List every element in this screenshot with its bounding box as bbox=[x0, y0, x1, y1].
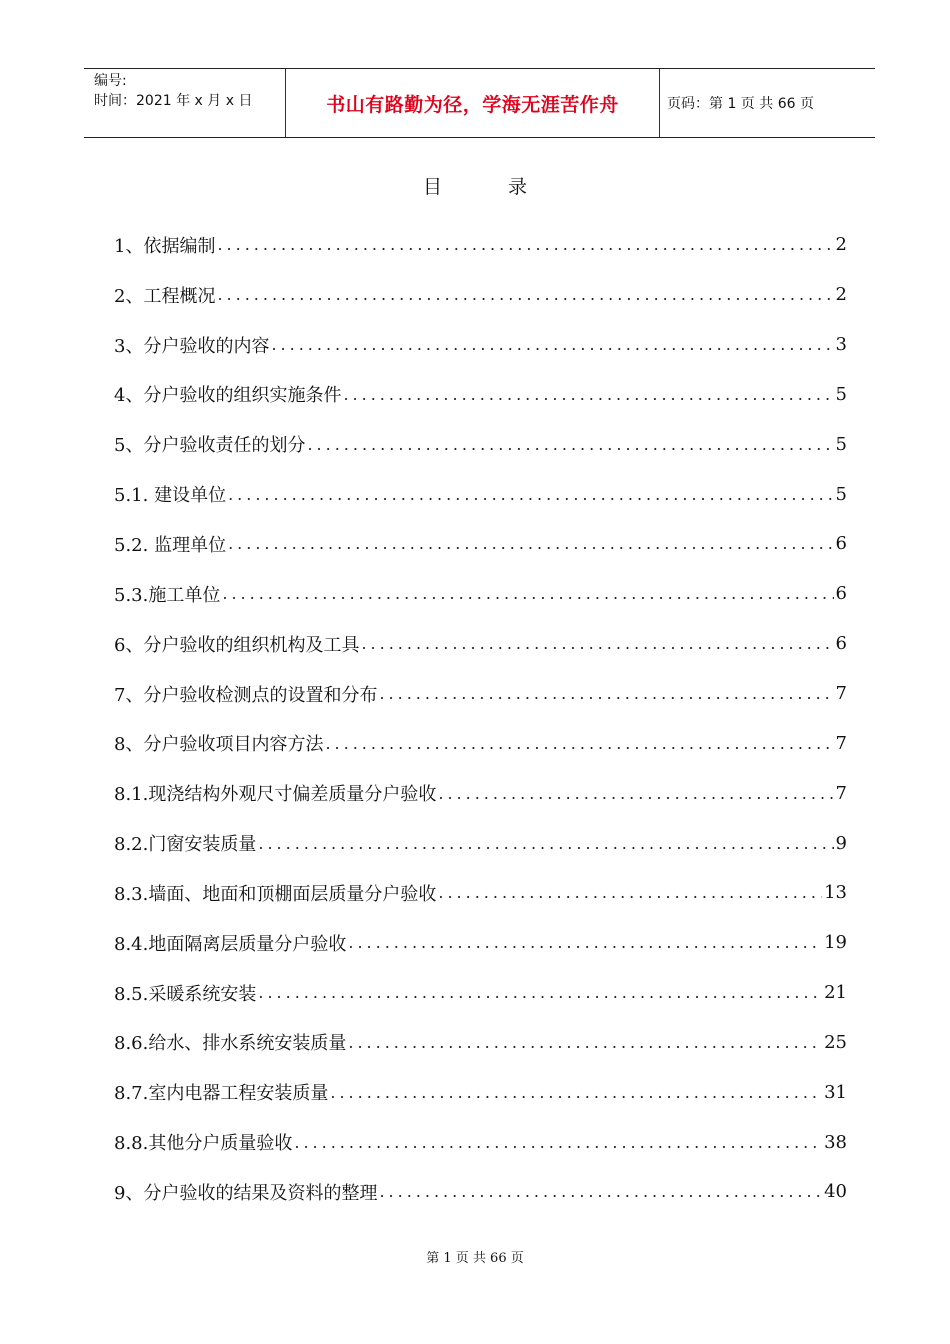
toc-entry-label: 6、分户验收的组织机构及工具 bbox=[114, 634, 360, 656]
table-of-contents bbox=[114, 220, 847, 1217]
toc-entry-label: 5.3.施工单位 bbox=[114, 584, 221, 606]
toc-entry-page: 2 bbox=[835, 284, 847, 306]
toc-entry-page: 5 bbox=[835, 433, 847, 455]
toc-entry-page: 2 bbox=[835, 234, 847, 256]
toc-dot-leader bbox=[438, 784, 833, 803]
toc-entry-label: 2、工程概况 bbox=[114, 285, 216, 307]
page-footer: 第 1 页 共 66 页 bbox=[426, 1251, 524, 1266]
toc-entry-label: 3、分户验收的内容 bbox=[114, 335, 270, 357]
toc-entry[interactable] bbox=[114, 519, 847, 569]
toc-dot-leader bbox=[348, 1033, 822, 1052]
toc-entry-page: 25 bbox=[824, 1031, 847, 1053]
toc-dot-leader bbox=[217, 235, 833, 254]
toc-dot-leader bbox=[438, 883, 822, 902]
toc-entry[interactable] bbox=[114, 419, 847, 469]
toc-entry-label: 5、分户验收责任的划分 bbox=[114, 435, 306, 457]
toc-entry-label: 4、分户验收的组织实施条件 bbox=[114, 385, 342, 407]
toc-entry[interactable] bbox=[114, 220, 847, 270]
toc-entry-page: 6 bbox=[835, 633, 847, 655]
toc-entry-label: 8.3.墙面、地面和顶棚面层质量分户验收 bbox=[114, 883, 437, 905]
header-page-info: 页码：第 1 页 共 66 页 bbox=[667, 96, 814, 112]
toc-entry[interactable] bbox=[114, 619, 847, 669]
header-motto-cell bbox=[285, 69, 660, 137]
toc-entry-label: 5.2. 监理单位 bbox=[114, 534, 227, 556]
toc-dot-leader bbox=[228, 534, 833, 553]
toc-entry-label: 8.7.室内电器工程安装质量 bbox=[114, 1083, 329, 1105]
toc-dot-leader bbox=[294, 1133, 822, 1152]
header-motto: 书山有路勤为径，学海无涯苦作舟 bbox=[326, 93, 619, 116]
toc-entry[interactable] bbox=[114, 270, 847, 320]
toc-dot-leader bbox=[228, 485, 833, 504]
toc-entry-page: 21 bbox=[824, 982, 847, 1004]
toc-title: 目 录 bbox=[422, 176, 558, 198]
toc-dot-leader bbox=[348, 933, 822, 952]
toc-entry-label: 5.1. 建设单位 bbox=[114, 485, 227, 507]
toc-entry[interactable] bbox=[114, 768, 847, 818]
toc-entry-page: 5 bbox=[835, 383, 847, 405]
toc-entry-label: 8.6.给水、排水系统安装质量 bbox=[114, 1033, 347, 1055]
toc-entry[interactable] bbox=[114, 1167, 847, 1217]
toc-entry[interactable] bbox=[114, 968, 847, 1018]
toc-entry-label: 9、分户验收的结果及资料的整理 bbox=[114, 1182, 378, 1204]
toc-dot-leader bbox=[217, 285, 833, 304]
toc-entry-page: 9 bbox=[835, 832, 847, 854]
header-meta bbox=[84, 69, 285, 137]
toc-dot-leader bbox=[222, 584, 833, 603]
toc-entry-page: 6 bbox=[835, 533, 847, 555]
document-time-label: 时间：2021 年 x 月 x 日 bbox=[94, 93, 253, 109]
toc-entry-page: 7 bbox=[835, 732, 847, 754]
toc-entry-page: 19 bbox=[824, 932, 847, 954]
toc-entry[interactable] bbox=[114, 818, 847, 868]
document-number-label: 编号: bbox=[94, 73, 127, 89]
toc-dot-leader bbox=[379, 1182, 822, 1201]
toc-entry[interactable] bbox=[114, 569, 847, 619]
toc-entry-label: 8.4.地面隔离层质量分户验收 bbox=[114, 933, 347, 955]
toc-entry-page: 6 bbox=[835, 583, 847, 605]
toc-entry-label: 8.8.其他分户质量验收 bbox=[114, 1133, 293, 1155]
toc-dot-leader bbox=[325, 734, 833, 753]
toc-entry[interactable] bbox=[114, 918, 847, 968]
toc-entry-page: 7 bbox=[835, 782, 847, 804]
toc-entry[interactable] bbox=[114, 469, 847, 519]
toc-entry[interactable] bbox=[114, 1067, 847, 1117]
toc-entry[interactable] bbox=[114, 868, 847, 918]
toc-entry-label: 1、依据编制 bbox=[114, 235, 216, 257]
toc-entry-page: 31 bbox=[824, 1081, 847, 1103]
toc-entry-label: 8.2.门窗安装质量 bbox=[114, 834, 257, 856]
toc-dot-leader bbox=[330, 1083, 822, 1102]
document-header bbox=[84, 68, 875, 138]
toc-entry-page: 40 bbox=[824, 1181, 847, 1203]
toc-dot-leader bbox=[307, 435, 833, 454]
toc-entry-label: 8.1.现浇结构外观尺寸偏差质量分户验收 bbox=[114, 784, 437, 806]
toc-entry[interactable] bbox=[114, 370, 847, 420]
toc-entry-page: 13 bbox=[824, 882, 847, 904]
toc-entry[interactable] bbox=[114, 1018, 847, 1068]
toc-dot-leader bbox=[361, 634, 833, 653]
toc-entry-page: 38 bbox=[824, 1131, 847, 1153]
toc-entry[interactable] bbox=[114, 1117, 847, 1167]
toc-dot-leader bbox=[343, 385, 833, 404]
toc-entry-label: 8、分户验收项目内容方法 bbox=[114, 734, 324, 756]
toc-dot-leader bbox=[271, 335, 833, 354]
toc-dot-leader bbox=[258, 834, 833, 853]
toc-entry-label: 8.5.采暖系统安装 bbox=[114, 983, 257, 1005]
toc-entry[interactable] bbox=[114, 718, 847, 768]
toc-dot-leader bbox=[379, 684, 833, 703]
toc-entry[interactable] bbox=[114, 320, 847, 370]
toc-dot-leader bbox=[258, 983, 822, 1002]
toc-entry-page: 7 bbox=[835, 683, 847, 705]
toc-entry-label: 7、分户验收检测点的设置和分布 bbox=[114, 684, 378, 706]
toc-entry-page: 5 bbox=[835, 483, 847, 505]
toc-entry[interactable] bbox=[114, 669, 847, 719]
toc-entry-page: 3 bbox=[835, 334, 847, 356]
